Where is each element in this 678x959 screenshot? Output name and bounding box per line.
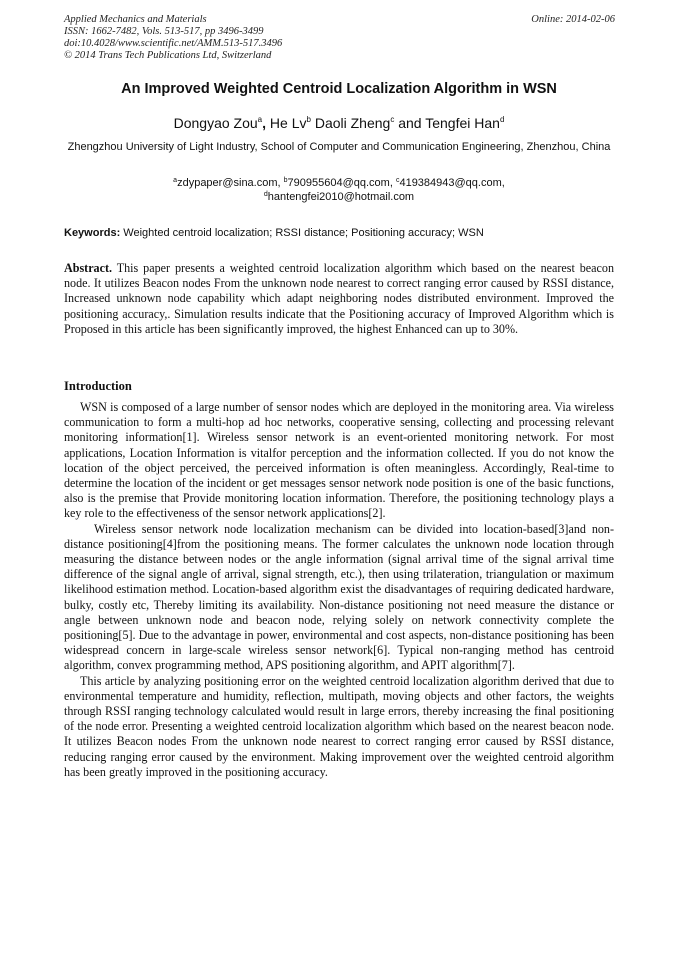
author-mark: c [390,115,395,124]
introduction-body [64,400,614,780]
email-line [64,176,614,190]
author-mark: d [499,115,505,124]
abstract [64,261,614,337]
issn-line: ISSN: 1662-7482, Vols. 513-517, pp 3496-3499 [64,26,264,37]
email-address: 419384943@qq.com, [399,177,505,189]
keywords [64,226,616,240]
keywords-text: Weighted centroid localization; RSSI distance; Positioning accuracy; WSN [120,227,484,239]
paragraph: WSN is composed of a large number of sensor nodes which are deployed in the monitoring area. Via wireless communication to form a multi-hop ad hoc networks, cooperative sensing, collecting and processing relevant monitoring information[1]. Wireless sensor network is an event-oriented monitoring network. For most applications, Location Information is vitalfor perception and the information collected. If you do not know the location of the object perceived, the perceived information is often meaningless. Accordingly, Real-time to determine the location of the incident or get messages sensor network node position is one of the basic functions, also is the premise that Provide monitoring location information. Therefore, the positioning technology plays a key role to the effectiveness of the sensor network applications[2]. [64,400,614,521]
email-address: zdypaper@sina.com, [177,177,284,189]
keywords-label: Keywords: [64,227,121,239]
email-mark: c [395,177,400,184]
author-mark: b [306,115,311,124]
author-list [0,114,678,132]
author-name: Dongyao Zou [173,115,258,131]
email-mark: d [263,191,268,198]
author-separator: , [262,115,270,131]
author-name: Daoli Zheng [314,115,391,131]
paragraph: This article by analyzing positioning error on the weighted centroid localization algorithm derived that due to environmental temperature and humidity, reflection, multipath, moving objects and other factors, the weights through RSSI ranging technology calculated would result in large errors, thereby increasing the final positioning of the node error. Presenting a weighted centroid localization algorithm which based on the nearest beacon node. It utilizes Beacon nodes From the unknown node nearest to correct ranging error caused by RSSI distance, reducing ranging error caused by the environment. Making improvement over the weighted centroid algorithm has been greatly improved in the positioning accuracy. [64,673,614,779]
doi-line: doi:10.4028/www.scientific.net/AMM.513-517.3496 [64,38,283,49]
copyright-line: © 2014 Trans Tech Publications Ltd, Switzerland [64,50,272,61]
journal-name: Applied Mechanics and Materials [64,14,207,25]
abstract-label: Abstract. [64,261,113,275]
email-list [64,176,614,204]
paper-title: An Improved Weighted Centroid Localization Algorithm in WSN [121,81,557,97]
email-mark: b [283,177,288,184]
online-date: Online: 2014-02-06 [531,14,615,25]
email-address: hantengfei2010@hotmail.com [267,191,415,203]
affiliation: Zhengzhou University of Light Industry, School of Computer and Communication Engineering, Zhenzhou, China [67,141,611,153]
author-mark: a [257,115,263,124]
section-heading-introduction: Introduction [64,379,132,393]
abstract-text: This paper presents a weighted centroid localization algorithm which based on the nearest beacon node. It utilizes Beacon nodes From the unknown node nearest to correct ranging error caused by RSSI distance, Increased unknown node capability which adapt neighboring nodes distributed environment. Improved the positioning accuracy,. Simulation results indicate that the Positioning accuracy of Improved Algorithm which is Proposed in this article has been significantly improved, the highest Enhanced can up to 30%. [64,261,614,336]
paragraph: Wireless sensor network node localization mechanism can be divided into location-based[3]and non-distance positioning[4]from the positioning means. The former calculates the unknown node location through measuring the distance between nodes or the angle information (signal arrival time of the signal arrival time difference of the signal angle of arrival, signal strength, etc.), then using trilateration, triangulation or maximum likelihood estimation method. Location-based algorithm exist the disadvantages of requiring dedicated hardware, bulky, costly etc, Thereby limiting its availability. Non-distance positioning not need measure the distance or angle between unknown node and beacon node, relying solely on network connectivity complete the positioning[5]. Due to the advantage in power, environmental and cost aspects, non-distance positioning has been widespread concern in large-scale wireless sensor network[6]. Typical non-ranging method has centroid algorithm, convex programming method, APS positioning algorithm, and APIT algorithm[7]. [64,521,614,673]
journal-header [64,14,282,62]
email-mark: a [173,177,178,184]
author-name: Tengfei Han [425,115,500,131]
email-address: 790955604@qq.com, [287,177,396,189]
author-name: He Lv [269,115,307,131]
author-separator: and [394,115,426,131]
email-line [64,190,614,204]
